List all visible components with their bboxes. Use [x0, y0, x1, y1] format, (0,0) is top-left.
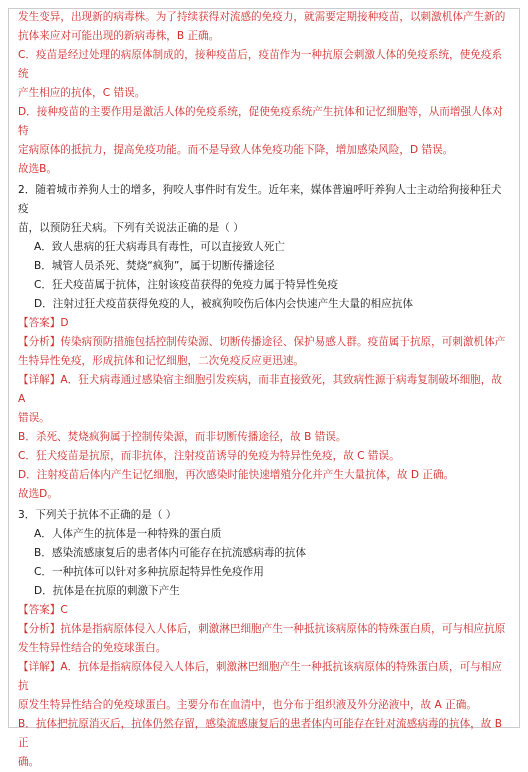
question-2-analysis-line-1: 【分析】传染病预防措施包括控制传染源、切断传播途径、保护易感人群。疫苗属于抗原，可刺激机体产 [18, 336, 506, 348]
question-3-detail-line-4: 确。 [18, 756, 40, 768]
question-2-analysis-line-2: 生特异性免疫，形成抗体和记忆细胞，二次免疫反应更迅速。 [18, 355, 305, 367]
question-2-stem-line-2: 苗，以预防狂犬病。下列有关说法正确的是（ ） [18, 222, 244, 234]
question-3-option-b: B．感染流感康复后的患者体内可能存在抗流感病毒的抗体 [34, 547, 307, 559]
text-line-7: 故选B。 [18, 163, 58, 175]
text-line-2: 抗体来应对可能出现的新病毒株，B 正确。 [18, 30, 220, 42]
question-2-detail-line-5: D．注射疫苗后体内产生记忆细胞，再次感染时能快速增殖分化并产生大量抗体，故 D 正确。 [18, 469, 455, 481]
question-2-detail-line-3: B．杀死、焚烧疯狗属于控制传染源，而非切断传播途径，故 B 错误。 [18, 431, 347, 443]
question-2-detail-line-1: 【详解】A．狂犬病毒通过感染宿主细胞引发疾病，而非直接致死，其致病性源于病毒复制破坏细胞，故 A [18, 374, 502, 405]
question-3-analysis-line-2: 发生特异性结合的免疫球蛋白。 [18, 642, 167, 654]
question-2-detail-line-2: 错误。 [18, 412, 50, 424]
text-line-4: 产生相应的抗体，C 错误。 [18, 87, 146, 99]
text-line-6: 定病原体的抵抗力，提高免疫功能。而不是导致人体免疫功能下降，增加感染风险，D 错误。 [18, 144, 454, 156]
question-3-analysis-line-1: 【分析】抗体是指病原体侵入人体后，刺激淋巴细胞产生一种抵抗该病原体的特殊蛋白质，可与相应抗原 [18, 623, 506, 635]
document-body [18, 8, 510, 772]
question-2-option-c: C．狂犬疫苗属于抗体，注射该疫苗获得的免疫力属于特异性免疫 [34, 279, 339, 291]
question-3-option-c: C．一种抗体可以针对多种抗原起特异性免疫作用 [34, 566, 264, 578]
text-line-1: 发生变异，出现新的病毒株。为了持续获得对流感的免疫力，就需要定期接种疫苗，以刺激机体产生新的 [18, 11, 506, 23]
question-3-answer: 【答案】C [18, 604, 68, 616]
question-3-detail-line-1: 【详解】A．抗体是指病原体侵入人体后，刺激淋巴细胞产生一种抵抗该病原体的特殊蛋白质，可与相应抗 [18, 661, 502, 692]
question-2-option-b: B．城管人员杀死、焚烧“疯狗”，属于切断传播途径 [34, 260, 275, 272]
text-line-3: C．疫苗是经过处理的病原体制成的，接种疫苗后，疫苗作为一种抗原会刺激人体的免疫系统，使免疫系统 [18, 49, 503, 80]
question-3-detail-line-2: 原发生特异性结合的免疫球蛋白。主要分布在血清中，也分布于组织液及外分泌液中，故 A 正确。 [18, 699, 477, 711]
question-2-detail-line-4: C．狂犬疫苗是抗原，而非抗体，注射疫苗诱导的免疫为特异性免疫，故 C 错误。 [18, 450, 400, 462]
question-2-option-a: A．致人患病的狂犬病毒具有毒性，可以直接致人死亡 [34, 241, 285, 253]
question-3-option-d: D．抗体是在抗原的刺激下产生 [34, 585, 180, 597]
question-3-detail-line-3: B．抗体把抗原消灭后，抗体仍然存留，感染流感康复后的患者体内可能存在针对流感病毒的抗体，故 B 正 [18, 718, 503, 749]
question-3-option-a: A．人体产生的抗体是一种特殊的蛋白质 [34, 528, 222, 540]
question-2-answer: 【答案】D [18, 317, 69, 329]
question-2-conclusion: 故选D。 [18, 488, 58, 500]
text-line-5: D．接种疫苗的主要作用是激活人体的免疫系统，促使免疫系统产生抗体和记忆细胞等，从而增强人体对特 [18, 106, 503, 137]
question-3-stem: 3．下列关于抗体不正确的是（ ） [18, 509, 177, 521]
question-2-stem-line-1: 2．随着城市养狗人士的增多，狗咬人事件时有发生。近年来，媒体普遍呼吁养狗人士主动给狗接种狂犬疫 [18, 184, 502, 215]
question-2-option-d: D．注射过狂犬疫苗获得免疫的人，被疯狗咬伤后体内会快速产生大量的相应抗体 [34, 298, 413, 310]
